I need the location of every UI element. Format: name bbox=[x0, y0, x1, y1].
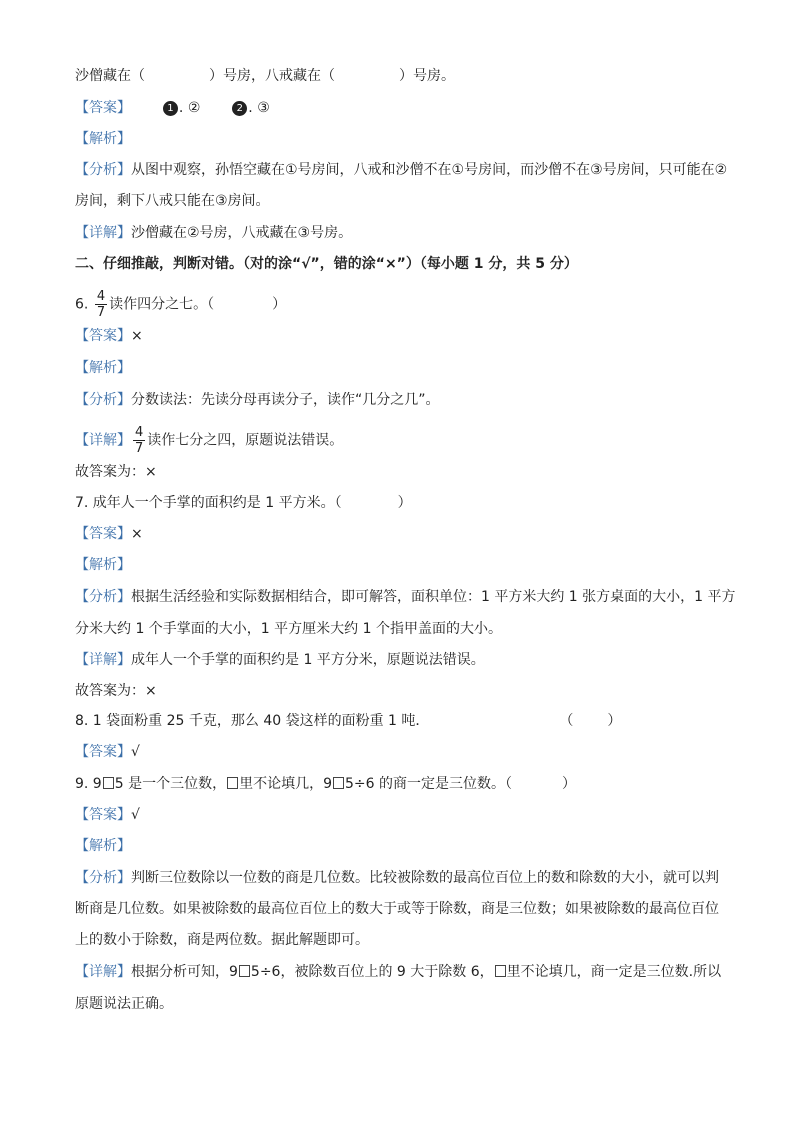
detail-text: 成年人一个手掌的面积约是 1 平方分米，原题说法错误。 bbox=[131, 652, 485, 668]
bracket-close: ） bbox=[607, 713, 622, 729]
q5-text-a: 沙僧藏在（ bbox=[75, 68, 145, 84]
answer-line bbox=[75, 524, 143, 544]
analysis-text: 分数读法：先读分母再读分子，读作“几分之几”。 bbox=[131, 392, 440, 408]
detail-line bbox=[75, 650, 485, 670]
answer-line bbox=[75, 805, 140, 825]
detail-text: 读作七分之四，原题说法错误。 bbox=[147, 432, 344, 449]
box-icon bbox=[239, 965, 250, 977]
question-9-line bbox=[75, 774, 576, 794]
detail-text: 根据分析可知，9 bbox=[131, 964, 238, 980]
analysis-line: 房间，剩下八戒只能在③房间。 bbox=[75, 193, 270, 209]
analysis-text: 根据生活经验和实际数据相结合，即可解答，面积单位：1 平方米大约 1 张方桌面的大小，1 平方 bbox=[131, 589, 736, 605]
analysis-tag: 【分析】 bbox=[75, 589, 131, 605]
box-icon bbox=[495, 965, 506, 977]
detail-tag: 【详解】 bbox=[75, 432, 131, 449]
detail-tag: 【详解】 bbox=[75, 964, 131, 980]
detail-line: 原题说法正确。 bbox=[75, 996, 173, 1012]
answer-value: ② bbox=[187, 100, 201, 116]
question-text: 7. 成年人一个手掌的面积约是 1 平方米。（ bbox=[75, 495, 342, 511]
answer-value: √ bbox=[131, 744, 140, 760]
q5-text-b: ）号房，八戒藏在（ bbox=[209, 68, 335, 84]
fraction: $\frac{4}{7}$ bbox=[135, 425, 144, 456]
detail-tag: 【详解】 bbox=[75, 652, 131, 668]
analysis-line bbox=[75, 390, 440, 410]
answer-line bbox=[75, 742, 140, 762]
bracket-close: ） bbox=[272, 296, 287, 313]
analysis-line: 上的数小于除数，商是两位数。据此解题即可。 bbox=[75, 932, 369, 948]
analysis-line bbox=[75, 868, 719, 888]
box-icon bbox=[333, 777, 344, 789]
circled-number-icon: 2 bbox=[232, 101, 247, 116]
analysis-heading: 【解析】 bbox=[75, 838, 131, 854]
circled-number-icon: 1 bbox=[163, 101, 178, 116]
analysis-line: 断商是几位数。如果被除数的最高位百位上的数大于或等于除数，商是三位数；如果被除数的最高位百位 bbox=[75, 901, 719, 917]
question-8-line bbox=[75, 711, 621, 731]
detail-tag: 【详解】 bbox=[75, 225, 131, 241]
conclusion-line: 故答案为：× bbox=[75, 464, 157, 480]
answer-value: × bbox=[131, 526, 143, 542]
question-text: 5÷6 的商一定是三位数。（ bbox=[345, 776, 512, 792]
answer-value: × bbox=[131, 328, 143, 344]
answer-line: 【答案】 1 . ② 2 . ③ bbox=[75, 100, 270, 116]
analysis-text: 从图中观察，孙悟空藏在①号房间，八戒和沙僧不在①号房间，而沙僧不在③号房间，只可能在② bbox=[131, 162, 728, 178]
answer-tag: 【答案】 bbox=[75, 328, 131, 344]
box-icon bbox=[103, 777, 114, 789]
question-text: 里不论填几，9 bbox=[239, 776, 332, 792]
detail-text: 5÷6，被除数百位上的 9 大于除数 6， bbox=[250, 964, 494, 980]
section-title: 二、仔细推敲，判断对错。（对的涂“√”，错的涂“×”）（每小题 1 分，共 5 分） bbox=[75, 256, 578, 272]
question-number: 6. bbox=[75, 296, 89, 313]
analysis-text: 判断三位数除以一位数的商是几位数。比较被除数的最高位百位上的数和除数的大小，就可以判 bbox=[131, 870, 719, 886]
question-5-line bbox=[75, 66, 455, 86]
question-text: 8. 1 袋面粉重 25 千克，那么 40 袋这样的面粉重 1 吨． bbox=[75, 713, 430, 729]
question-text: 9. 9 bbox=[75, 776, 102, 792]
analysis-tag: 【分析】 bbox=[75, 392, 131, 408]
answer-value: ③ bbox=[257, 100, 270, 116]
bracket-close: ） bbox=[397, 495, 412, 511]
analysis-heading: 【解析】 bbox=[75, 360, 131, 376]
fraction: $\frac{4}{7}$ bbox=[96, 289, 106, 320]
analysis-tag: 【分析】 bbox=[75, 870, 131, 886]
answer-tag: 【答案】 bbox=[75, 744, 131, 760]
bracket-close: ） bbox=[562, 776, 576, 792]
analysis-line bbox=[75, 160, 727, 180]
answer-tag: 【答案】 bbox=[75, 100, 131, 116]
detail-text: 沙僧藏在②号房，八戒藏在③号房。 bbox=[131, 225, 353, 241]
detail-line bbox=[75, 962, 721, 982]
analysis-heading: 【解析】 bbox=[75, 131, 131, 147]
answer-tag: 【答案】 bbox=[75, 807, 131, 823]
detail-text: 里不论填几，商一定是三位数.所以 bbox=[506, 964, 722, 980]
question-text: 5 是一个三位数， bbox=[114, 776, 227, 792]
answer-tag: 【答案】 bbox=[75, 526, 131, 542]
conclusion-line: 故答案为：× bbox=[75, 683, 157, 699]
detail-line bbox=[75, 223, 352, 243]
analysis-line bbox=[75, 587, 736, 607]
question-6-line bbox=[75, 289, 286, 320]
question-text: 读作四分之七。（ bbox=[109, 296, 215, 313]
answer-value: √ bbox=[131, 807, 140, 823]
answer-line bbox=[75, 326, 143, 346]
analysis-line: 分米大约 1 个手掌面的大小，1 平方厘米大约 1 个指甲盖面的大小。 bbox=[75, 621, 502, 637]
box-icon bbox=[227, 777, 238, 789]
analysis-heading: 【解析】 bbox=[75, 557, 131, 573]
question-7-line bbox=[75, 493, 412, 513]
bracket-open: （ bbox=[559, 713, 574, 729]
q5-text-c: ）号房。 bbox=[399, 68, 455, 84]
analysis-tag: 【分析】 bbox=[75, 162, 131, 178]
detail-line bbox=[75, 425, 343, 456]
